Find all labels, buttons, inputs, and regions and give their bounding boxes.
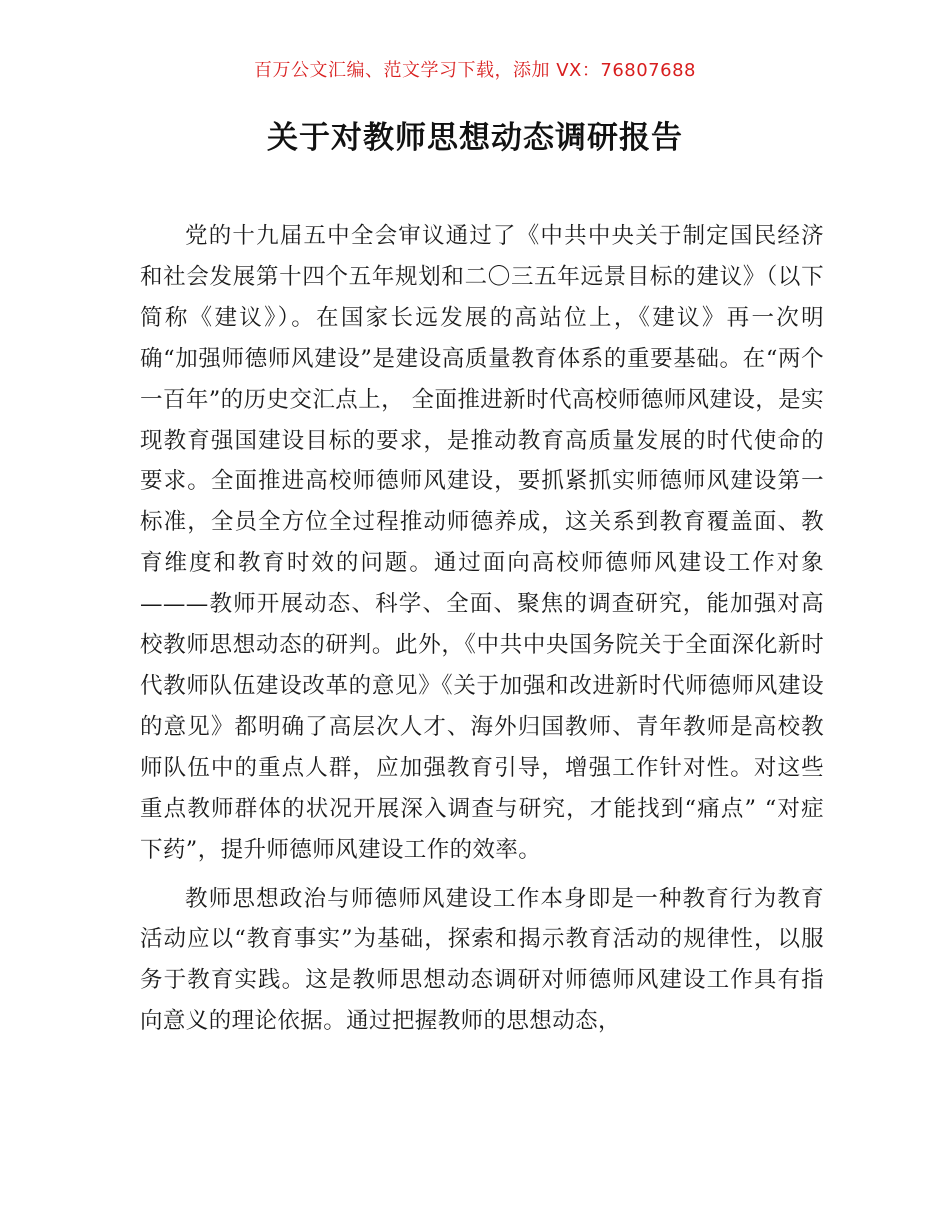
paragraph-1: 党的十九届五中全会审议通过了《中共中央关于制定国民经济和社会发展第十四个五年规划和二〇三五年远景目标的建议》（以下简称《建议》）。在国家长远发展的高站位上，《建议》再一次明确“加强师德师风建设”是建设高质量教育体系的重要基础。在“两个一百年”的历史交汇点上， 全面推进新时代高校师德师风建设，是实现教育强国建设目标的要求，是推动教育高质量发展的时代使命的要求。全面推进高校师德师风建设，要抓紧抓实师德师风建设第一标准，全员全方位全过程推动师德养成，这关系到教育覆盖面、教育维度和教育时效的问题。通过面向高校师德师风建设工作对象———教师开展动态、科学、全面、聚焦的调查研究，能加强对高校教师思想动态的研判。此外，《中共中央国务院关于全面深化新时代教师队伍建设改革的意见》《关于加强和改进新时代师德师风建设的意见》都明确了高层次人才、海外归国教师、青年教师是高校教师队伍中的重点人群，应加强教育引导，增强工作针对性。对这些重点教师群体的状况开展深入调查与研究，才能找到“痛点” “对症下药”，提升师德师风建设工作的效率。 [140, 223, 824, 863]
document-title: 关于对教师思想动态调研报告 [267, 120, 683, 156]
watermark-text: 百万公文汇编、范文学习下载，添加 VX：76807688 [254, 60, 696, 81]
document-body [140, 216, 824, 1050]
paragraph-2: 教师思想政治与师德师风建设工作本身即是一种教育行为教育活动应以“教育事实”为基础，探索和揭示教育活动的规律性，以服务于教育实践。这是教师思想动态调研对师德师风建设工作具有指向意义的理论依据。通过把握教师的思想动态， [140, 885, 824, 1035]
